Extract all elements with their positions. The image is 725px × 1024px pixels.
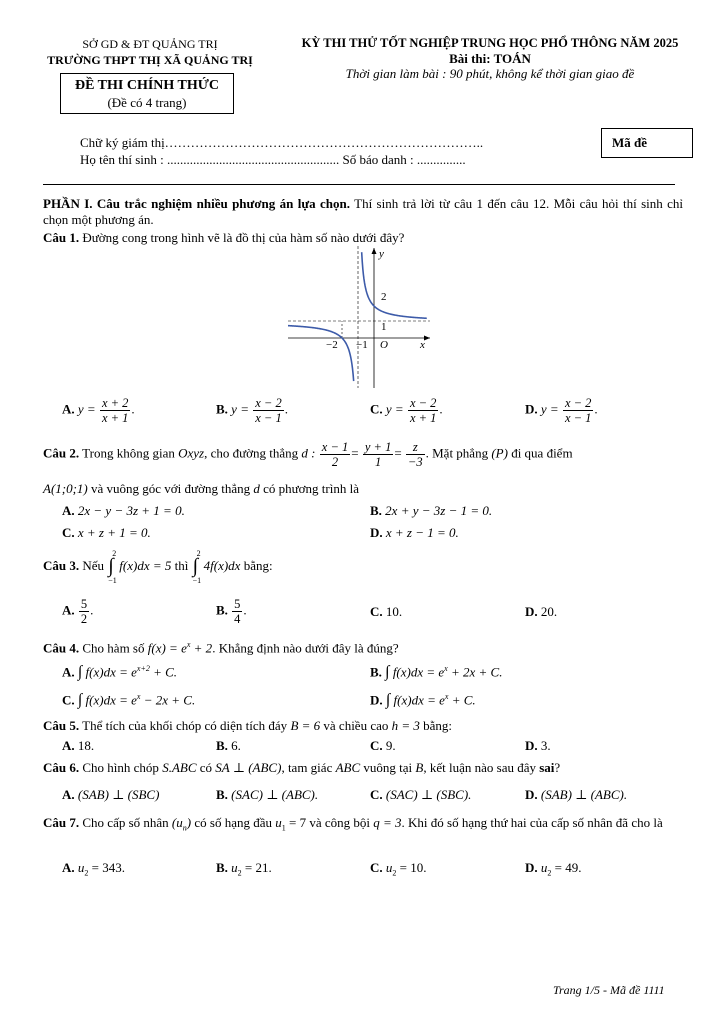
option-text: 3.	[540, 738, 551, 753]
header-left	[40, 36, 260, 68]
part1-instructions: Thí sinh trả lời từ câu 1 đến câu 12. Mỗi câu hỏi thí sinh chỉ chọn một phương án.	[43, 196, 684, 227]
upper-limit: 2	[112, 549, 117, 558]
q3-option-d[interactable]	[525, 604, 557, 620]
exam-time: Thời gian làm bài : 90 phút, không kể thời gian giao đề	[345, 66, 635, 81]
option-var: u	[540, 860, 548, 875]
q7-sequence-end: )	[186, 815, 192, 830]
q3-option-a[interactable]: A. $\frac{5}{2}$ .	[62, 597, 94, 626]
option-letter: C.	[62, 692, 75, 708]
option-text: 2x − y − 3z + 1 = 0.	[77, 503, 185, 518]
q6-keyword-sai: sai	[539, 760, 555, 775]
q3-option-b[interactable]: B. $\frac{5}{4}$ .	[216, 597, 247, 626]
option-letter: C.	[370, 604, 383, 619]
q6-option-d[interactable]	[525, 787, 627, 803]
denominator: x − 1	[564, 411, 592, 425]
curve-left-branch	[288, 326, 354, 381]
option-letter: C.	[370, 860, 383, 875]
option-text: f(x)dx = e	[392, 664, 445, 680]
option-var: u	[77, 860, 85, 875]
option-letter: C.	[370, 787, 383, 802]
q7-label: Câu 7.	[43, 815, 80, 830]
option-text: = 21.	[241, 860, 272, 875]
option-text: 20.	[540, 604, 558, 619]
q3-option-c[interactable]	[370, 604, 402, 620]
option-text: f(x)dx = e	[85, 692, 137, 708]
q4-option-c[interactable]	[62, 689, 195, 708]
option-text-end: + 2x + C.	[447, 664, 503, 680]
option-text: (SAC) ⊥ (SBC).	[385, 787, 472, 802]
q6-vertex: B	[415, 760, 424, 775]
option-letter: A.	[62, 738, 75, 753]
option-letter: D.	[370, 692, 383, 708]
option-fraction	[100, 396, 130, 425]
part1-intro	[43, 196, 683, 228]
numerator: x − 1	[321, 440, 349, 454]
q2-line-name: d :	[301, 445, 316, 461]
q4-label: Câu 4.	[43, 640, 80, 656]
q7-sequence-sub: n	[182, 823, 187, 833]
q1-option-a[interactable]: A. y = $\frac{x + 2}{x + 1}$ .	[62, 396, 135, 425]
signature-line: Chữ ký giám thị………………………………………………………………..	[80, 135, 484, 150]
q5-stem	[43, 718, 452, 734]
integral-sign: ∫ 2 −1	[192, 554, 204, 580]
denominator: x − 1	[255, 411, 282, 425]
tick-label-2: 2	[381, 291, 387, 303]
numerator: z	[406, 440, 425, 455]
part1-title: PHẦN I. Câu trắc nghiệm nhiều phương án lựa chọn.	[43, 196, 350, 211]
q7-option-c[interactable]	[370, 860, 426, 882]
q7-option-b[interactable]	[216, 860, 272, 882]
option-exponent: x	[444, 664, 448, 673]
header-divider	[43, 184, 675, 185]
option-fraction	[79, 597, 89, 626]
q2-text-2: , cho đường thẳng	[204, 445, 299, 461]
option-text: 18.	[77, 738, 95, 753]
q3-stem	[43, 549, 273, 585]
q7-text-4: . Khi đó số hạng thứ hai của cấp số nhân đã cho là	[401, 815, 663, 830]
q2-line-ref: d	[253, 481, 260, 496]
official-label: ĐỀ THI CHÍNH THỨC	[74, 78, 220, 93]
q7-ratio: q = 3	[373, 815, 402, 830]
numerator: x − 2	[255, 396, 282, 410]
denominator: 1	[374, 455, 382, 469]
q3-text-3: bằng:	[243, 557, 273, 573]
q4-text-2: . Khẳng định nào dưới đây là đúng?	[212, 640, 399, 656]
y-axis-arrow	[372, 248, 377, 254]
q7-option-d[interactable]	[525, 860, 581, 882]
q4-text-1: Cho hàm số	[82, 640, 145, 656]
option-letter: B.	[370, 664, 382, 680]
option-text-end: + C.	[448, 692, 476, 708]
q2-fraction-x	[320, 440, 350, 469]
option-letter: D.	[525, 604, 538, 619]
q2-label: Câu 2.	[43, 445, 80, 461]
q5-text-3: bằng:	[423, 718, 453, 733]
option-letter: D.	[370, 525, 383, 540]
school-name: TRƯỜNG THPT THỊ XÃ QUẢNG TRỊ	[47, 53, 253, 67]
q6-pyramid: S.ABC	[162, 760, 197, 775]
q5-label: Câu 5.	[43, 718, 80, 733]
q2-text-1: Trong không gian	[82, 445, 175, 461]
q7-first-term-value: = 7	[285, 815, 307, 830]
option-lhs: y =	[540, 401, 559, 417]
denominator: x + 1	[101, 411, 129, 425]
q4-function-end: + 2	[190, 640, 213, 656]
pages-note: (Đề có 4 trang)	[107, 95, 187, 110]
q7-text-1: Cho cấp số nhân	[82, 815, 169, 830]
q7-text-2: có số hạng đầu	[194, 815, 272, 830]
q2-text-3: . Mặt phẳng	[425, 445, 489, 461]
q5-base-area: B = 6	[290, 718, 321, 733]
dept-name: SỞ GD & ĐT QUẢNG TRỊ	[82, 37, 218, 51]
q2-fraction-z	[406, 440, 425, 469]
option-letter: B.	[216, 787, 228, 802]
q4-function: f(x) = e	[147, 640, 187, 656]
q1-text: Đường cong trong hình vẽ là đồ thị của hàm số nào dưới đây?	[82, 230, 405, 245]
q6-option-c[interactable]	[370, 787, 471, 803]
numerator: y + 1	[364, 440, 392, 454]
q7-first-term-sub: 1	[281, 823, 286, 833]
option-letter: D.	[525, 787, 538, 802]
denominator: 4	[234, 612, 241, 626]
tick-label-1: 1	[381, 321, 387, 333]
q6-text-2: có	[199, 760, 213, 775]
q5-option-d[interactable]	[525, 738, 551, 754]
denominator: 2	[80, 612, 88, 626]
option-letter: A.	[62, 602, 75, 618]
q6-triangle: ABC	[335, 760, 361, 775]
option-fraction	[232, 597, 242, 626]
curve-right-branch	[362, 252, 427, 318]
option-letter: A.	[62, 787, 75, 802]
option-var-sub: 2	[237, 868, 242, 878]
option-letter: A.	[62, 860, 75, 875]
option-exponent: x+2	[136, 664, 150, 673]
exam-subject: Bài thi: TOÁN	[449, 51, 531, 66]
q2-option-c[interactable]	[62, 525, 151, 541]
option-lhs: y =	[77, 401, 96, 417]
q2-option-d[interactable]	[370, 525, 459, 541]
q1-graph	[288, 246, 438, 388]
q6-stem	[43, 760, 560, 776]
y-axis-label: y	[379, 248, 384, 260]
option-text-end: − 2x + C.	[140, 692, 196, 708]
option-var-sub: 2	[392, 868, 397, 878]
q6-perpendicular: SA ⊥ (ABC)	[215, 760, 282, 775]
q2-stem-line2	[43, 481, 359, 497]
q2-option-b[interactable]	[370, 503, 492, 519]
option-exponent: x	[444, 692, 449, 701]
q7-text-3: và công bội	[309, 815, 370, 830]
option-letter: B.	[216, 401, 228, 417]
q1-option-c[interactable]: C. y = $\frac{x - 2}{x + 1}$ .	[370, 396, 443, 425]
integral-sign: ∫ 2 −1	[107, 554, 119, 580]
tick-label-minus2: −2	[326, 339, 338, 351]
option-text: (SAB) ⊥ (ABC).	[540, 787, 628, 802]
q5-text-1: Thể tích của khối chóp có diện tích đáy	[82, 718, 288, 733]
q3-integrand-1: f(x)dx = 5	[119, 557, 172, 573]
option-text: x + z + 1 = 0.	[77, 525, 151, 540]
q2-point: A(1;0;1)	[43, 481, 88, 496]
option-text: (SAB) ⊥ (SBC)	[77, 787, 160, 802]
q2-space: Oxyz	[178, 445, 205, 461]
integral-sign: ∫	[385, 691, 391, 709]
option-text: = 49.	[551, 860, 582, 875]
q2-stem: Câu 2. Trong không gian Oxyz, cho đường thẳng d : $\frac{x - 1}{2}$ = $\frac{y + 1}{1}$ = $\frac{z}{-3}$ . Mặt phẳng (P) đi qua điểm	[43, 440, 573, 469]
q6-text-1: Cho hình chóp	[82, 760, 159, 775]
option-letter: D.	[525, 738, 538, 753]
q6-option-b[interactable]	[216, 787, 318, 803]
q1-option-d[interactable]: D. y = $\frac{x - 2}{x - 1}$ .	[525, 396, 598, 425]
option-text: 9.	[385, 738, 396, 753]
option-text: (SAC) ⊥ (ABC).	[231, 787, 319, 802]
q5-option-c[interactable]	[370, 738, 396, 754]
option-letter: A.	[62, 664, 75, 680]
header-right	[280, 36, 700, 81]
option-text: 2x + y − 3z − 1 = 0.	[385, 503, 493, 518]
origin-label: O	[380, 339, 388, 351]
q4-stem	[43, 637, 399, 656]
option-letter: B.	[216, 738, 228, 753]
option-text: = 10.	[396, 860, 427, 875]
q4-exponent: x	[186, 640, 191, 649]
numerator: x + 2	[101, 396, 129, 410]
official-box	[60, 73, 234, 114]
option-var-sub: 2	[84, 868, 89, 878]
option-text: = 343.	[88, 860, 125, 875]
numerator: x − 2	[409, 396, 437, 410]
option-letter: C.	[370, 401, 383, 417]
option-lhs: y =	[385, 401, 404, 417]
denominator: 2	[331, 455, 339, 469]
option-text: f(x)dx = e	[85, 664, 137, 680]
denominator: −3	[407, 455, 423, 469]
integral-sign: ∫	[77, 663, 83, 681]
q3-text-1: Nếu	[82, 557, 105, 573]
option-fraction	[253, 396, 283, 425]
option-fraction	[563, 396, 593, 425]
q1-label: Câu 1.	[43, 230, 80, 245]
option-text: 6.	[231, 738, 241, 753]
q6-text-6: ?	[554, 760, 561, 775]
option-text-end: + C.	[149, 664, 178, 680]
q5-text-2: và chiều cao	[323, 718, 389, 733]
page-footer: Trang 1/5 - Mã đề 1111	[553, 983, 665, 997]
q4-option-b[interactable]	[370, 661, 502, 680]
q2-fraction-y	[363, 440, 393, 469]
q4-option-a[interactable]	[62, 661, 177, 680]
option-var: u	[385, 860, 393, 875]
q4-option-d[interactable]	[370, 689, 476, 708]
option-var-sub: 2	[547, 868, 552, 878]
option-lhs: y =	[231, 401, 249, 417]
integral-sign: ∫	[77, 691, 83, 709]
q7-stem	[43, 813, 683, 839]
q6-label: Câu 6.	[43, 760, 80, 775]
q2-plane: (P)	[491, 445, 508, 461]
q2-text-4: đi qua điểm	[511, 445, 573, 461]
numerator: 5	[80, 597, 88, 611]
option-fraction	[408, 396, 438, 425]
option-letter: B.	[216, 860, 228, 875]
q2-option-a[interactable]	[62, 503, 185, 519]
q5-option-a[interactable]	[62, 738, 94, 754]
integral-sign: ∫	[385, 663, 390, 681]
exam-title: KỲ THI THỬ TỐT NGHIỆP TRUNG HỌC PHỔ THÔNG NĂM 2025	[301, 36, 679, 50]
q3-integrand-2: 4f(x)dx	[203, 557, 241, 573]
option-text: x + z − 1 = 0.	[385, 525, 459, 540]
q3-label: Câu 3.	[43, 557, 80, 573]
option-letter: B.	[216, 602, 228, 618]
upper-limit: 2	[196, 549, 201, 558]
denominator: x + 1	[409, 411, 437, 425]
option-letter: A.	[62, 503, 75, 518]
numerator: 5	[234, 597, 241, 611]
option-text: 10.	[385, 604, 403, 619]
q6-option-a[interactable]	[62, 787, 159, 803]
option-letter: D.	[525, 401, 538, 417]
x-axis-arrow	[424, 336, 430, 341]
q3-text-2: thì	[174, 557, 189, 573]
option-letter: C.	[370, 738, 383, 753]
q2-text-6: có phương trình là	[263, 481, 359, 496]
q6-text-5: , kết luận nào sau đây	[423, 760, 536, 775]
option-letter: C.	[62, 525, 75, 540]
lower-limit: −1	[108, 576, 117, 585]
option-exponent: x	[136, 692, 141, 701]
tick-label-minus1: −1	[356, 339, 368, 351]
option-text: f(x)dx = e	[393, 692, 445, 708]
option-letter: A.	[62, 401, 75, 417]
q1-stem	[43, 230, 404, 246]
x-axis-label: x	[420, 339, 425, 351]
student-name-line: Họ tên thí sinh : ..................................................... Số báo danh : ...............	[80, 152, 466, 167]
q5-option-b[interactable]	[216, 738, 241, 754]
q7-option-a[interactable]	[62, 860, 125, 882]
option-letter: B.	[370, 503, 382, 518]
numerator: x − 2	[564, 396, 592, 410]
q7-first-term: u	[275, 815, 282, 830]
exam-code-box: Mã đề	[601, 128, 693, 158]
q7-sequence: (u	[171, 815, 183, 830]
q6-text-4: vuông tại	[363, 760, 413, 775]
q6-text-3: , tam giác	[281, 760, 333, 775]
q5-height: h = 3	[391, 718, 420, 733]
option-letter: D.	[525, 860, 538, 875]
q1-option-b[interactable]: B. y = $\frac{x - 2}{x - 1}$ .	[216, 396, 288, 425]
lower-limit: −1	[192, 576, 202, 585]
q2-text-5: và vuông góc với đường thẳng	[91, 481, 251, 496]
option-var: u	[231, 860, 238, 875]
